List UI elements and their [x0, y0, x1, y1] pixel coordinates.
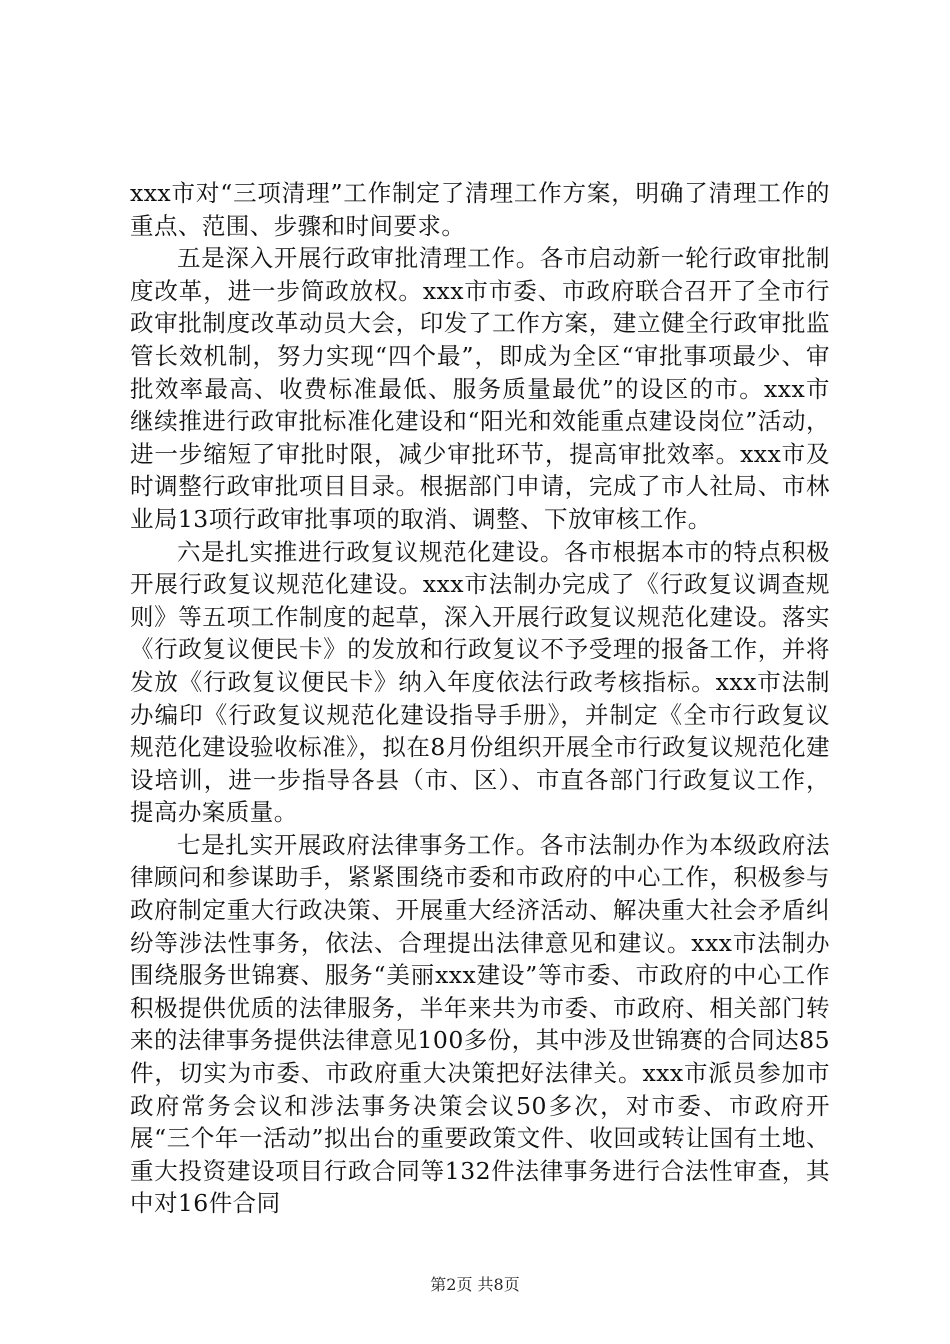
- document-body: [130, 177, 830, 1220]
- paragraph-legal-affairs: 七是扎实开展政府法律事务工作。各市法制办作为本级政府法律顾问和参谋助手，紧紧围绕市委和市政府的中心工作，积极参与政府制定重大行政决策、开展重大经济活动、解决重大社会矛盾纠纷等涉法性事务，依法、合理提出法律意见和建议。xxx市法制办围绕服务世锦赛、服务“美丽xxx建设”等市委、市政府的中心工作积极提供优质的法律服务，半年来共为市委、市政府、相关部门转来的法律事务提供法律意见100多份，其中涉及世锦赛的合同达85件，切实为市委、市政府重大决策把好法律关。xxx市派员参加市政府常务会议和涉法事务决策会议50多次，对市委、市政府开展“三个年一活动”拟出台的重要政策文件、收回或转让国有土地、重大投资建设项目行政合同等132件法律事务进行合法性审查，其中对16件合同: [130, 830, 830, 1218]
- paragraph-continuation: xxx市对“三项清理”工作制定了清理工作方案，明确了清理工作的重点、范围、步骤和时间要求。: [130, 179, 830, 240]
- page-number-footer: 第2页 共8页: [430, 1275, 520, 1294]
- paragraph-administrative-approval: 五是深入开展行政审批清理工作。各市启动新一轮行政审批制度改革，进一步简政放权。xxx市市委、市政府联合召开了全市行政审批制度改革动员大会，印发了工作方案，建立健全行政审批监管长效机制，努力实现“四个最”，即成为全区“审批事项最少、审批效率最高、收费标准最低、服务质量最优”的设区的市。xxx市继续推进行政审批标准化建设和“阳光和效能重点建设岗位”活动，进一步缩短了审批时限，减少审批环节，提高审批效率。xxx市及时调整行政审批项目目录。根据部门申请，完成了市人社局、市林业局13项行政审批事项的取消、调整、下放审核工作。: [130, 244, 830, 533]
- paragraph-administrative-review: 六是扎实推进行政复议规范化建设。各市根据本市的特点积极开展行政复议规范化建设。xxx市法制办完成了《行政复议调查规则》等五项工作制度的起草，深入开展行政复议规范化建设。落实《行政复议便民卡》的发放和行政复议不予受理的报备工作，并将发放《行政复议便民卡》纳入年度依法行政考核指标。xxx市法制办编印《行政复议规范化建设指导手册》，并制定《全市行政复议规范化建设验收标准》，拟在8月份组织开展全市行政复议规范化建设培训，进一步指导各县（市、区）、市直各部门行政复议工作，提高办案质量。: [130, 537, 830, 827]
